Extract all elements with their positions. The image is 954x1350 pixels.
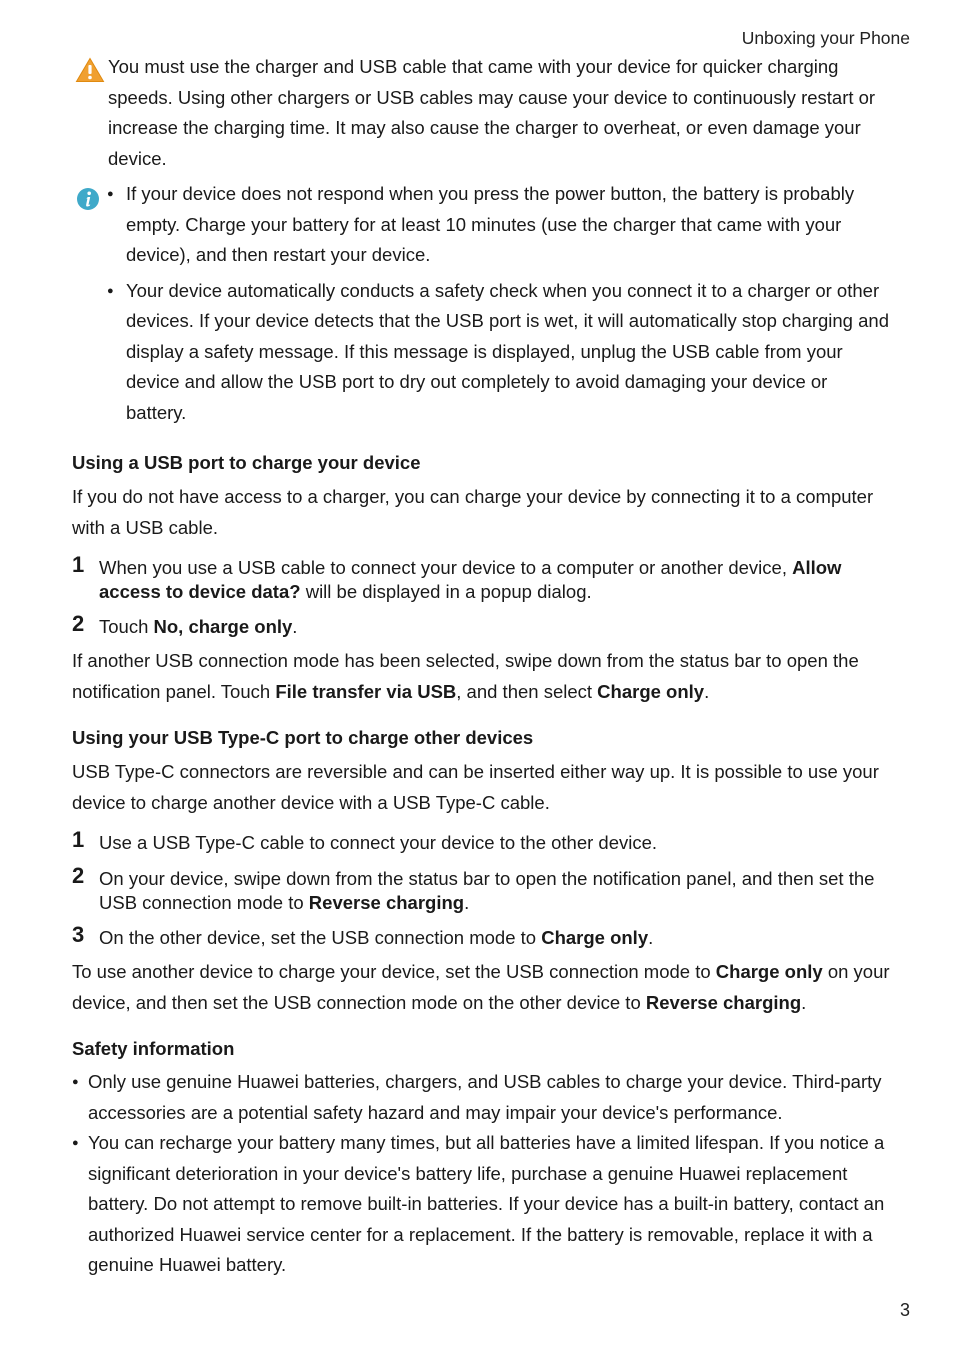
usb-step-1 [72,552,892,604]
step-number: 3 [72,922,85,947]
step-bold: Allow access to device data? [99,557,842,602]
step-text: . [292,616,298,637]
para-text: on your device, and then set the USB connection mode on the other device to [72,961,890,1013]
info-note [72,179,892,428]
warning-text: You must use the charger and USB cable that came with your device for quicker charging speeds. Using other chargers or USB cables may cause your device to continuously restart or increase the charging time. It may also cause the charger to overheat, or even damage your device. [108,56,876,169]
step-text: On your device, swipe down from the status bar to open the notification panel, and then set the USB connection mode to [99,868,875,913]
section-title-usb: Using a USB port to charge your device [72,452,421,473]
step-text: will be displayed in a popup dialog. [300,581,592,602]
para-bold: Reverse charging [645,991,802,1013]
step-number: 1 [72,552,85,577]
para-text: . [704,680,710,702]
step-text: . [464,892,470,913]
para-text: , and then select [456,680,598,702]
usb-intro: If you do not have access to a charger, you can charge your device by connecting it to a computer with a USB cable. [72,486,874,538]
step-number: 1 [72,827,85,852]
step-text: On the other device, set the USB connection mode to [99,927,542,948]
typec-step-3 [72,922,892,950]
step-bold: No, charge only [153,616,293,637]
usb-after [72,646,892,707]
info-item: ● Your device automatically conducts a safety check when you connect it to a charger or other devices. If your device detects that the USB port is wet, it will automatically stop charging and display a safety message. If this message is displayed, unplug the USB cable from your device and allow the USB port to dry out completely to avoid damaging your device or battery. [126,276,892,429]
safety-item: ● Only use genuine Huawei batteries, chargers, and USB cables to charge your device. Third-party accessories are a potential safety hazard and may impair your device's performance. [72,1067,892,1128]
para-text: . [801,991,807,1013]
info-item: ● If your device does not respond when you press the power button, the battery is probably empty. Charge your battery for at least 10 minutes (use the charger that came with your device), and then restart your device. [126,179,892,271]
usb-step-2 [72,611,892,639]
para-text: If another USB connection mode has been selected, swipe down from the status bar to open the notification panel. Touch [72,650,859,702]
info-icon [76,187,100,211]
info-list [72,179,892,428]
warning-triangle-icon [75,57,105,83]
typec-step-2 [72,863,892,915]
step-text: Touch [99,616,154,637]
typec-intro: USB Type-C connectors are reversible and can be inserted either way up. It is possible to use your device to charge another device with a USB Type-C cable. [72,761,879,813]
para-bold: File transfer via USB [275,680,457,702]
page-header: Unboxing your Phone [741,28,910,48]
typec-after [72,957,892,1018]
step-bold: Charge only [541,927,649,948]
para-bold: Charge only [715,961,823,982]
step-text: When you use a USB cable to connect your device to a computer or another device, [99,557,793,578]
page-content [72,52,892,1281]
page-number: 3 [899,1300,910,1320]
step-number: 2 [72,863,85,888]
step-text: Use a USB Type-C cable to connect your device to the other device. [99,832,658,853]
para-text: To use another device to charge your device, set the USB connection mode to [72,961,716,982]
warning-note [74,52,892,174]
section-title-typec: Using your USB Type-C port to charge other devices [72,727,534,748]
step-text: . [648,927,654,948]
typec-step-1 [72,827,892,855]
para-bold: Charge only [597,680,705,702]
section-title-safety: Safety information [72,1038,235,1059]
step-number: 2 [72,611,85,636]
safety-item: ● You can recharge your battery many times, but all batteries have a limited lifespan. If you notice a significant deterioration in your device's battery life, purchase a genuine Huawei replacement battery. Do not attempt to remove built-in batteries. If your device has a built-in battery, contact an authorized Huawei service center for a replacement. If the battery is removable, replace it with a genuine Huawei battery. [72,1128,892,1281]
step-bold: Reverse charging [308,892,465,913]
